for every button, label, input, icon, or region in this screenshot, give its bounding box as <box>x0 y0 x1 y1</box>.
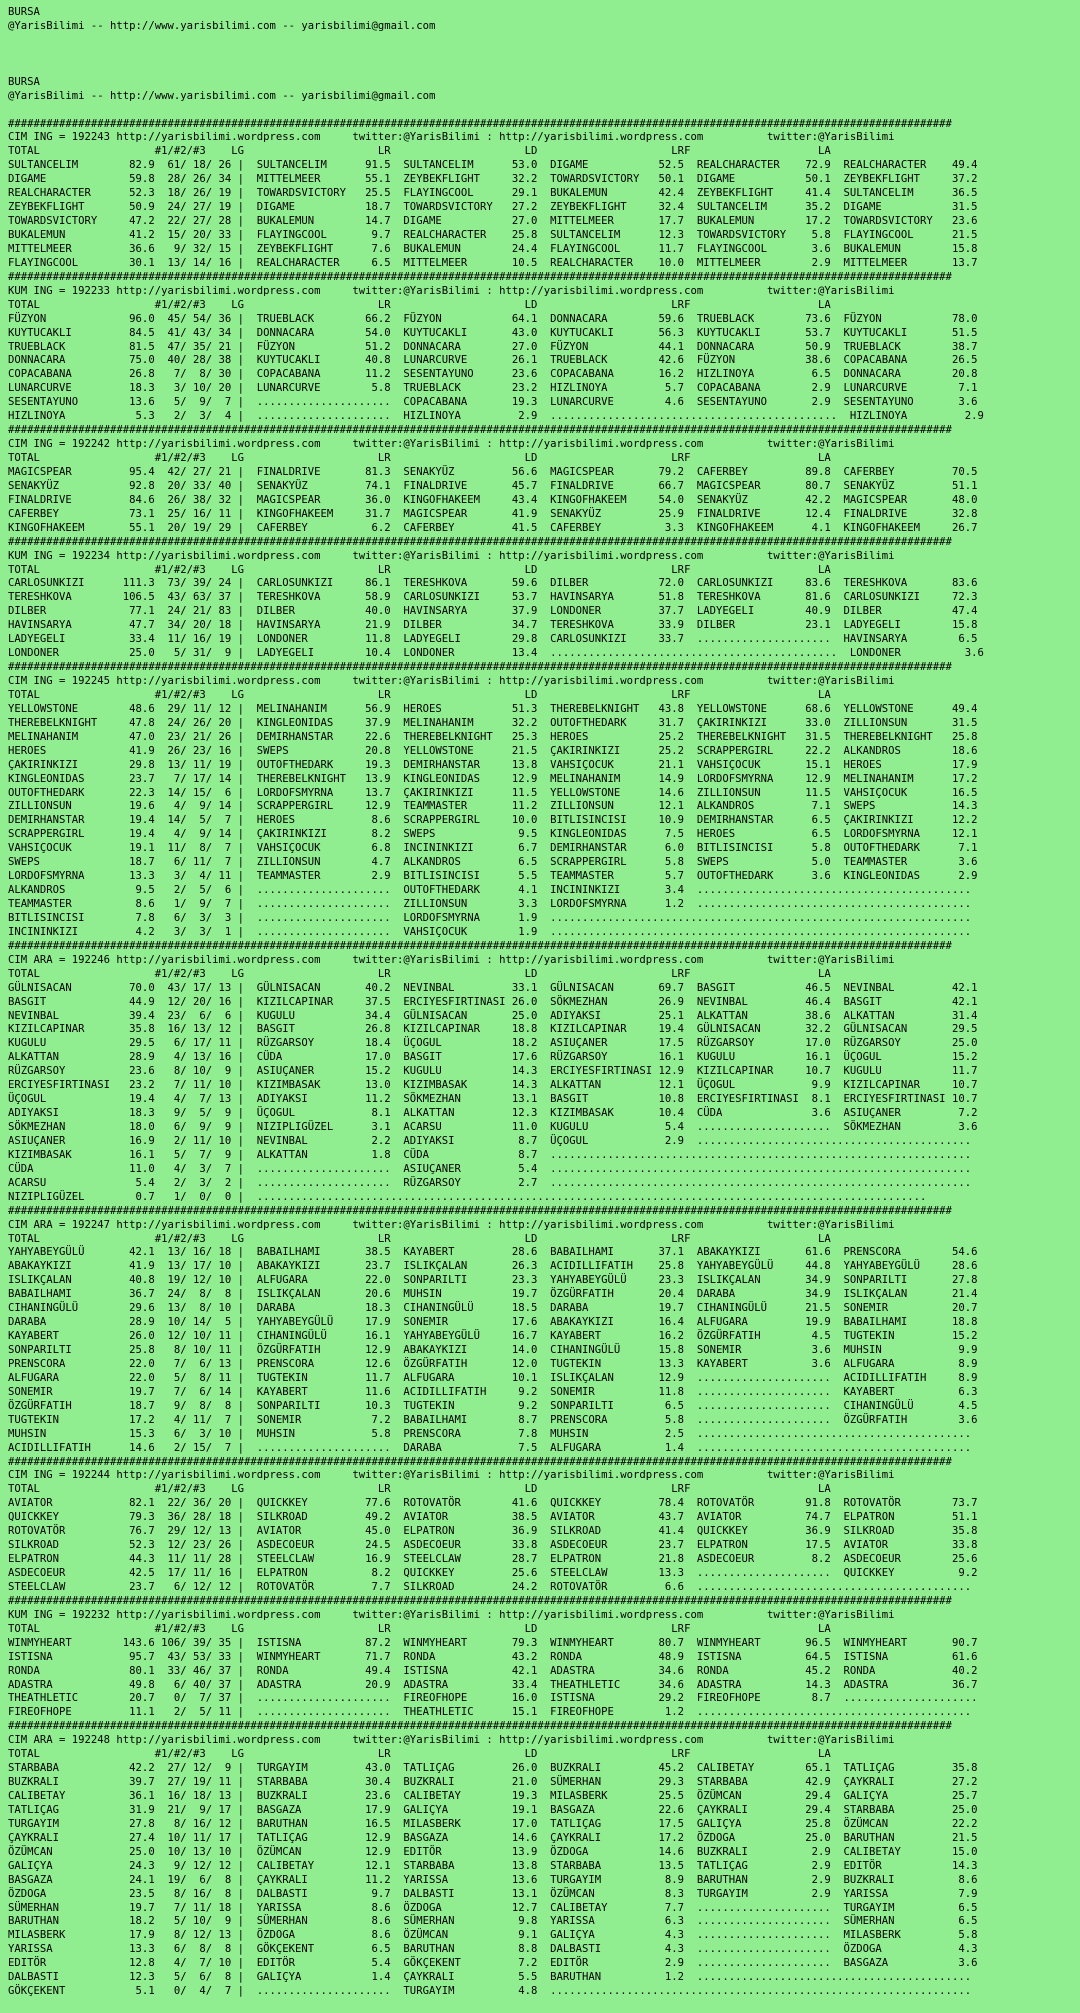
text-line: @YarisBilimi -- http://www.yarisbilimi.com -- yarisbilimi@gmail.com <box>8 19 436 32</box>
text-line: ÜÇOGUL 19.4 4/ 7/ 13 | ADIYAKSI 11.2 SÖKMEZHAN 13.1 BASGIT 10.8 ERCIYESFIRTINASI 8.1 ERCIYESFIRTINASI 10.7 <box>8 1093 978 1106</box>
text-line <box>8 48 1080 62</box>
text-line: BARUTHAN 18.2 5/ 10/ 9 | SÜMERHAN 8.6 SÜMERHAN 9.8 YARISSA 6.3 ..................... SÜMERHAN 6.5 <box>8 1915 978 1928</box>
text-line: ASDECOEUR 42.5 17/ 11/ 16 | ELPATRON 8.2 QUICKKEY 25.6 STEELCLAW 13.3 ..................... QUICKKEY 9.2 <box>8 1567 978 1579</box>
text-line: SCRAPPERGIRL 19.4 4/ 9/ 14 | ÇAKIRINKIZI 8.2 SWEPS 9.5 KINGLEONIDAS 7.5 HEROES 6.5 LORDOFSMYRNA 12.1 <box>8 828 978 841</box>
separator-line: #################################################################################################################################################### <box>8 1720 952 1733</box>
text-line: MITTELMEER 36.6 9/ 32/ 15 | ZEYBEKFLIGHT 7.6 BUKALEMUN 24.4 FLAYINGCOOL 11.7 FLAYINGCOOL 3.6 BUKALEMUN 15.8 <box>8 242 978 255</box>
text-line: KAYABERT 26.0 12/ 10/ 11 | CIHANINGÜLÜ 16.1 YAHYABEYGÜLÜ 16.7 KAYABERT 16.2 ÖZGÜRFATIH 4.5 TUGTEKIN 15.2 <box>8 1330 978 1343</box>
text-line: MELINAHANIM 47.0 23/ 21/ 26 | DEMIRHANSTAR 22.6 THEREBELKNIGHT 25.3 HEROES 25.2 THEREBELKNIGHT 31.5 THEREBELKNIGHT 25.8 <box>8 730 978 743</box>
text-line: OUTOFTHEDARK 22.3 14/ 15/ 6 | LORDOFSMYRNA 13.7 ÇAKIRINKIZI 11.5 YELLOWSTONE 14.6 ZILLIONSUN 11.5 VAHSIÇOCUK 16.5 <box>8 786 978 799</box>
separator-line: #################################################################################################################################################### <box>8 535 952 548</box>
race-header-line: KUM ING = 192232 http://yarisbilimi.wordpress.com twitter:@YarisBilimi : http://yarisbilimi.wordpress.com twitter:@YarisBilimi <box>8 1608 895 1621</box>
text-line: ELPATRON 44.3 11/ 11/ 28 | STEELCLAW 16.9 STEELCLAW 28.7 ELPATRON 21.8 ASDECOEUR 8.2 ASDECOEUR 25.6 <box>8 1553 978 1566</box>
text-line: ERCIYESFIRTINASI 23.2 7/ 11/ 10 | KIZIMBASAK 13.0 KIZIMBASAK 14.3 ALKATTAN 12.1 ÜÇOGUL 9.9 KIZILCAPINAR 10.7 <box>8 1079 978 1092</box>
text-line: ZILLIONSUN 19.6 4/ 9/ 14 | SCRAPPERGIRL 12.9 TEAMMASTER 11.2 ZILLIONSUN 12.1 ALKANDROS 7.1 SWEPS 14.3 <box>8 800 978 813</box>
text-line: TOWARDSVICTORY 47.2 22/ 27/ 28 | BUKALEMUN 14.7 DIGAME 27.0 MITTELMEER 17.7 BUKALEMUN 17.2 TOWARDSVICTORY 23.6 <box>8 215 978 228</box>
text-line: HEROES 41.9 26/ 23/ 16 | SWEPS 20.8 YELLOWSTONE 21.5 ÇAKIRINKIZI 25.2 SCRAPPERGIRL 22.2 ALKANDROS 18.6 <box>8 744 978 757</box>
text-line: FÜZYON 96.0 45/ 54/ 36 | TRUEBLACK 66.2 FÜZYON 64.1 DONNACARA 59.6 TRUEBLACK 73.6 FÜZYON 78.0 <box>8 312 978 325</box>
separator-line: #################################################################################################################################################### <box>8 661 952 674</box>
text-line: GALIÇYA 24.3 9/ 12/ 12 | CALIBETAY 12.1 STARBABA 13.8 STARBABA 13.5 TATLIÇAG 2.9 EDITÖR 14.3 <box>8 1859 978 1872</box>
text-line: YAHYABEYGÜLÜ 42.1 13/ 16/ 18 | BABAILHAMI 38.5 KAYABERT 28.6 BABAILHAMI 37.1 ABAKAYKIZI 61.6 PRENSCORA 54.6 <box>8 1246 978 1259</box>
text-line: BURSA <box>8 75 40 88</box>
text-line: TURGAYIM 27.8 8/ 16/ 12 | BARUTHAN 16.5 MILASBERK 17.0 TATLIÇAG 17.5 GALIÇYA 25.8 ÖZÜMCAN 22.2 <box>8 1817 978 1830</box>
text-line: ROTOVATÖR 76.7 29/ 12/ 13 | AVIATOR 45.0 ELPATRON 36.9 SILKROAD 41.4 QUICKKEY 36.9 SILKROAD 35.8 <box>8 1525 978 1538</box>
separator-line: #################################################################################################################################################### <box>8 1594 952 1607</box>
text-line <box>8 104 1080 118</box>
text-line: TUGTEKIN 17.2 4/ 11/ 7 | SONEMIR 7.2 BABAILHAMI 8.7 PRENSCORA 5.8 ..................... ÖZGÜRFATIH 3.6 <box>8 1413 978 1426</box>
text-line: KIZILCAPINAR 35.8 16/ 13/ 12 | BASGIT 26.8 KIZILCAPINAR 18.8 KIZILCAPINAR 19.4 GÜLNISACAN 32.2 GÜLNISACAN 29.5 <box>8 1023 978 1036</box>
race-header-line: CIM ARA = 192248 http://yarisbilimi.wordpress.com twitter:@YarisBilimi : http://yarisbilimi.wordpress.com twitter:@YarisBilimi <box>8 1734 895 1747</box>
text-line: SULTANCELIM 82.9 61/ 18/ 26 | SULTANCELIM 91.5 SULTANCELIM 53.0 DIGAME 52.5 REALCHARACTER 72.9 REALCHARACTER 49.4 <box>8 159 978 172</box>
column-header-line: TOTAL #1/#2/#3 LG LR LD LRF LA <box>8 563 831 576</box>
text-line: TERESHKOVA 106.5 43/ 63/ 37 | TERESHKOVA 58.9 CARLOSUNKIZI 53.7 HAVINSARYA 51.8 TERESHKOVA 81.6 CARLOSUNKIZI 72.3 <box>8 591 978 604</box>
text-line: KINGLEONIDAS 23.7 7/ 17/ 14 | THEREBELKNIGHT 13.9 KINGLEONIDAS 12.9 MELINAHANIM 14.9 LORDOFSMYRNA 12.9 MELINAHANIM 17.2 <box>8 772 978 785</box>
text-line: FINALDRIVE 84.6 26/ 38/ 32 | MAGICSPEAR 36.0 KINGOFHAKEEM 43.4 KINGOFHAKEEM 54.0 SENAKYÜZ 42.2 MAGICSPEAR 48.0 <box>8 493 978 506</box>
race-header-line: CIM ING = 192242 http://yarisbilimi.wordpress.com twitter:@YarisBilimi : http://yarisbilimi.wordpress.com twitter:@YarisBilimi <box>8 438 895 451</box>
separator-line: #################################################################################################################################################### <box>8 424 952 437</box>
text-line: DEMIRHANSTAR 19.4 14/ 5/ 7 | HEROES 8.6 SCRAPPERGIRL 10.0 BITLISINCISI 10.9 DEMIRHANSTAR 6.5 ÇAKIRINKIZI 12.2 <box>8 814 978 827</box>
text-line: AVIATOR 82.1 22/ 36/ 20 | QUICKKEY 77.6 ROTOVATÖR 41.6 QUICKKEY 78.4 ROTOVATÖR 91.8 ROTOVATÖR 73.7 <box>8 1497 978 1510</box>
text-line: DILBER 77.1 24/ 21/ 83 | DILBER 40.0 HAVINSARYA 37.9 LONDONER 37.7 LADYEGELI 40.9 DILBER 47.4 <box>8 605 978 618</box>
text-line: LORDOFSMYRNA 13.3 3/ 4/ 11 | TEAMMASTER 2.9 BITLISINCISI 5.5 TEAMMASTER 5.7 OUTOFTHEDARK 3.6 KINGLEONIDAS 2.9 <box>8 870 978 883</box>
text-line: CARLOSUNKIZI 111.3 73/ 39/ 24 | CARLOSUNKIZI 86.1 TERESHKOVA 59.6 DILBER 72.0 CARLOSUNKIZI 83.6 TERESHKOVA 83.6 <box>8 577 978 590</box>
text-line: GÖKÇEKENT 5.1 0/ 4/ 7 | ..................... TURGAYIM 4.8 .................................................................. <box>8 1985 972 1998</box>
text-line: ALKATTAN 28.9 4/ 13/ 16 | CÜDA 17.0 BASGIT 17.6 RÜZGARSOY 16.1 KUGULU 16.1 ÜÇOGUL 15.2 <box>8 1051 978 1064</box>
text-line: CIHANINGÜLÜ 29.6 13/ 8/ 10 | DARABA 18.3 CIHANINGÜLÜ 18.5 DARABA 19.7 CIHANINGÜLÜ 21.5 SONEMIR 20.7 <box>8 1302 978 1315</box>
text-line: KUGULU 29.5 6/ 17/ 11 | RÜZGARSOY 18.4 ÜÇOGUL 18.2 ASIUÇANER 17.5 RÜZGARSOY 17.0 RÜZGARSOY 25.0 <box>8 1037 978 1050</box>
text-line: DARABA 28.9 10/ 14/ 5 | YAHYABEYGÜLÜ 17.9 SONEMIR 17.6 ABAKAYKIZI 16.4 ALFUGARA 19.9 BABAILHAMI 18.8 <box>8 1316 978 1329</box>
text-line: SÜMERHAN 19.7 7/ 11/ 18 | YARISSA 8.6 ÖZDOGA 12.7 CALIBETAY 7.7 ..................... TURGAYIM 6.5 <box>8 1901 978 1914</box>
column-header-line: TOTAL #1/#2/#3 LG LR LD LRF LA <box>8 298 831 311</box>
text-line: YELLOWSTONE 48.6 29/ 11/ 12 | MELINAHANIM 56.9 HEROES 51.3 THEREBELKNIGHT 43.8 YELLOWSTONE 68.6 YELLOWSTONE 49.4 <box>8 702 978 715</box>
race-header-line: CIM ING = 192244 http://yarisbilimi.wordpress.com twitter:@YarisBilimi : http://yarisbilimi.wordpress.com twitter:@YarisBilimi <box>8 1469 895 1482</box>
text-line: BUKALEMUN 41.2 15/ 20/ 33 | FLAYINGCOOL 9.7 REALCHARACTER 25.8 SULTANCELIM 12.3 TOWARDSVICTORY 5.8 FLAYINGCOOL 21.5 <box>8 229 978 241</box>
text-line: INCININKIZI 4.2 3/ 3/ 1 | ..................... VAHSIÇOCUK 1.9 .................................................................. <box>8 925 972 938</box>
text-line: BURSA <box>8 6 40 18</box>
column-header-line: TOTAL #1/#2/#3 LG LR LD LRF LA <box>8 1748 831 1761</box>
race-header-line: CIM ARA = 192246 http://yarisbilimi.wordpress.com twitter:@YarisBilimi : http://yarisbilimi.wordpress.com twitter:@YarisBilimi <box>8 953 895 966</box>
text-line: ZEYBEKFLIGHT 50.9 24/ 27/ 19 | DIGAME 18.7 TOWARDSVICTORY 27.2 ZEYBEKFLIGHT 32.4 SULTANCELIM 35.2 DIGAME 31.5 <box>8 201 978 214</box>
separator-line: #################################################################################################################################################### <box>8 1204 952 1217</box>
text-line: WINMYHEART 143.6 106/ 39/ 35 | ISTISNA 87.2 WINMYHEART 79.3 WINMYHEART 80.7 WINMYHEART 96.5 WINMYHEART 90.7 <box>8 1636 978 1649</box>
text-line: SENAKYÜZ 92.8 20/ 33/ 40 | SENAKYÜZ 74.1 FINALDRIVE 45.7 FINALDRIVE 66.7 MAGICSPEAR 80.7 SENAKYÜZ 51.1 <box>8 479 978 492</box>
text-line: REALCHARACTER 52.3 18/ 26/ 19 | TOWARDSVICTORY 25.5 FLAYINGCOOL 29.1 BUKALEMUN 42.4 ZEYBEKFLIGHT 41.4 SULTANCELIM 36.5 <box>8 187 978 200</box>
separator-line: #################################################################################################################################################### <box>8 117 952 130</box>
text-line: TATLIÇAG 31.9 21/ 9/ 17 | BASGAZA 17.9 GALIÇYA 19.1 BASGAZA 22.6 ÇAYKRALI 29.4 STARBABA 25.0 <box>8 1803 978 1816</box>
text-line: ÖZÜMCAN 25.0 10/ 13/ 10 | ÖZÜMCAN 12.9 EDITÖR 13.9 ÖZDOGA 14.6 BUZKRALI 2.9 CALIBETAY 15.0 <box>8 1845 978 1858</box>
race-header-line: KUM ING = 192233 http://yarisbilimi.wordpress.com twitter:@YarisBilimi : http://yarisbilimi.wordpress.com twitter:@YarisBilimi <box>8 284 895 297</box>
text-line: FIREOFHOPE 11.1 2/ 5/ 11 | ..................... THEATHLETIC 15.1 FIREOFHOPE 1.2 ........................................... <box>8 1706 972 1719</box>
separator-line: #################################################################################################################################################### <box>8 1455 952 1468</box>
text-line: FLAYINGCOOL 30.1 13/ 14/ 16 | REALCHARACTER 6.5 MITTELMEER 10.5 REALCHARACTER 10.0 MITTELMEER 2.9 MITTELMEER 13.7 <box>8 256 978 269</box>
text-line: COPACABANA 26.8 7/ 8/ 30 | COPACABANA 11.2 SESENTAYUNO 23.6 COPACABANA 16.2 HIZLINOYA 6.5 DONNACARA 20.8 <box>8 368 978 381</box>
text-line <box>8 34 1080 48</box>
text-line: ABAKAYKIZI 41.9 13/ 17/ 10 | ABAKAYKIZI 23.7 ISLIKÇALAN 26.3 ACIDILLIFATIH 25.8 YAHYABEYGÜLÜ 44.8 YAHYABEYGÜLÜ 28.6 <box>8 1260 978 1273</box>
text-line: CAFERBEY 73.1 25/ 16/ 11 | KINGOFHAKEEM 31.7 MAGICSPEAR 41.9 SENAKYÜZ 25.9 FINALDRIVE 12.4 FINALDRIVE 32.8 <box>8 507 978 520</box>
text-line: TRUEBLACK 81.5 47/ 35/ 21 | FÜZYON 51.2 DONNACARA 27.0 FÜZYON 44.1 DONNACARA 50.9 TRUEBLACK 38.7 <box>8 340 978 353</box>
text-line: CÜDA 11.0 4/ 3/ 7 | ..................... ASIUÇANER 5.4 .................................................................. <box>8 1162 972 1175</box>
text-line: MILASBERK 17.9 8/ 12/ 13 | ÖZDOGA 8.6 ÖZÜMCAN 9.1 GALIÇYA 4.3 ..................... MILASBERK 5.8 <box>8 1929 978 1942</box>
text-line: BUZKRALI 39.7 27/ 19/ 11 | STARBABA 30.4 BUZKRALI 21.0 SÜMERHAN 29.3 STARBABA 42.9 ÇAYKRALI 27.2 <box>8 1776 978 1789</box>
text-line: DONNACARA 75.0 40/ 28/ 38 | KUYTUCAKLI 40.8 LUNARCURVE 26.1 TRUEBLACK 42.6 FÜZYON 38.6 COPACABANA 26.5 <box>8 354 978 367</box>
text-line <box>8 62 1080 76</box>
text-line: ASIUÇANER 16.9 2/ 11/ 10 | NEVINBAL 2.2 ADIYAKSI 8.7 ÜÇOGUL 2.9 ........................................... <box>8 1134 972 1147</box>
text-line: HAVINSARYA 47.7 34/ 20/ 18 | HAVINSARYA 21.9 DILBER 34.7 TERESHKOVA 33.9 DILBER 23.1 LADYEGELI 15.8 <box>8 619 978 632</box>
text-line: SESENTAYUNO 13.6 5/ 9/ 7 | ..................... COPACABANA 19.3 LUNARCURVE 4.6 SESENTAYUNO 2.9 SESENTAYUNO 3.6 <box>8 396 978 409</box>
text-line: NEVINBAL 39.4 23/ 6/ 6 | KUGULU 34.4 GÜLNISACAN 25.0 ADIYAKSI 25.1 ALKATTAN 38.6 ALKATTAN 31.4 <box>8 1009 978 1022</box>
text-line: RONDA 80.1 33/ 46/ 37 | RONDA 49.4 ISTISNA 42.1 ADASTRA 34.6 RONDA 45.2 RONDA 40.2 <box>8 1664 978 1677</box>
text-line: MUHSIN 15.3 6/ 3/ 10 | MUHSIN 5.8 PRENSCORA 7.8 MUHSIN 2.5 ........................................... <box>8 1427 972 1440</box>
text-line: DIGAME 59.8 28/ 26/ 34 | MITTELMEER 55.1 ZEYBEKFLIGHT 32.2 TOWARDSVICTORY 50.1 DIGAME 50.1 ZEYBEKFLIGHT 37.2 <box>8 173 978 186</box>
text-line: ACIDILLIFATIH 14.6 2/ 15/ 7 | ..................... DARABA 7.5 ALFUGARA 1.4 ........................................... <box>8 1441 972 1454</box>
text-line: SONEMIR 19.7 7/ 6/ 14 | KAYABERT 11.6 ACIDILLIFATIH 9.2 SONEMIR 11.8 ..................... KAYABERT 6.3 <box>8 1385 978 1398</box>
race-header-line: CIM ING = 192245 http://yarisbilimi.wordpress.com twitter:@YarisBilimi : http://yarisbilimi.wordpress.com twitter:@YarisBilimi <box>8 675 895 687</box>
text-line: EDITÖR 12.8 4/ 7/ 10 | EDITÖR 5.4 GÖKÇEKENT 7.2 EDITÖR 2.9 ..................... BASGAZA 3.6 <box>8 1957 978 1970</box>
column-header-line: TOTAL #1/#2/#3 LG LR LD LRF LA <box>8 1622 831 1635</box>
text-line: ÇAYKRALI 27.4 10/ 11/ 17 | TATLIÇAG 12.9 BASGAZA 14.6 ÇAYKRALI 17.2 ÖZDOGA 25.0 BARUTHAN 21.5 <box>8 1831 978 1844</box>
text-line: KIZIMBASAK 16.1 5/ 7/ 9 | ALKATTAN 1.8 CÜDA 8.7 .................................................................. <box>8 1148 972 1161</box>
text-line: BASGAZA 24.1 19/ 6/ 8 | ÇAYKRALI 11.2 YARISSA 13.6 TURGAYIM 8.9 BARUTHAN 2.9 BUZKRALI 8.6 <box>8 1873 978 1886</box>
column-header-line: TOTAL #1/#2/#3 LG LR LD LRF LA <box>8 967 831 980</box>
race-header-line: CIM ING = 192243 http://yarisbilimi.wordpress.com twitter:@YarisBilimi : http://yarisbilimi.wordpress.com twitter:@YarisBilimi <box>8 131 895 144</box>
race-header-line: CIM ARA = 192247 http://yarisbilimi.wordpress.com twitter:@YarisBilimi : http://yarisbilimi.wordpress.com twitter:@YarisBilimi <box>8 1218 895 1231</box>
text-line: GÜLNISACAN 70.0 43/ 17/ 13 | GÜLNISACAN 40.2 NEVINBAL 33.1 GÜLNISACAN 69.7 BASGIT 46.5 NEVINBAL 42.1 <box>8 981 978 994</box>
text-line: ÖZDOGA 23.5 8/ 16/ 8 | DALBASTI 9.7 DALBASTI 13.1 ÖZÜMCAN 8.3 TURGAYIM 2.9 YARISSA 7.9 <box>8 1887 978 1900</box>
text-line: KUYTUCAKLI 84.5 41/ 43/ 34 | DONNACARA 54.0 KUYTUCAKLI 43.0 KUYTUCAKLI 56.3 KUYTUCAKLI 53.7 KUYTUCAKLI 51.5 <box>8 326 978 339</box>
race-header-line: KUM ING = 192234 http://yarisbilimi.wordpress.com twitter:@YarisBilimi : http://yarisbilimi.wordpress.com twitter:@YarisBilimi <box>8 549 895 562</box>
text-line: QUICKKEY 79.3 36/ 28/ 18 | SILKROAD 49.2 AVIATOR 38.5 AVIATOR 43.7 AVIATOR 74.7 ELPATRON 51.1 <box>8 1511 978 1524</box>
text-line: LONDONER 25.0 5/ 31/ 9 | LADYEGELI 10.4 LONDONER 13.4 ............................................. LONDONER 3.6 <box>8 647 984 660</box>
text-line: SWEPS 18.7 6/ 11/ 7 | ZILLIONSUN 4.7 ALKANDROS 6.5 SCRAPPERGIRL 5.8 SWEPS 5.0 TEAMMASTER 3.6 <box>8 856 978 869</box>
column-header-line: TOTAL #1/#2/#3 LG LR LD LRF LA <box>8 1483 831 1496</box>
text-line: BASGIT 44.9 12/ 20/ 16 | KIZILCAPINAR 37.5 ERCIYESFIRTINASI 26.0 SÖKMEZHAN 26.9 NEVINBAL 46.4 BASGIT 42.1 <box>8 995 978 1008</box>
text-line: SONPARILTI 25.8 8/ 10/ 11 | ÖZGÜRFATIH 12.9 ABAKAYKIZI 14.0 CIHANINGÜLÜ 15.8 SONEMIR 3.6 MUHSIN 9.9 <box>8 1344 978 1356</box>
text-line: THEREBELKNIGHT 47.8 24/ 26/ 20 | KINGLEONIDAS 37.9 MELINAHANIM 32.2 OUTOFTHEDARK 31.7 ÇAKIRINKIZI 33.0 ZILLIONSUN 31.5 <box>8 716 978 729</box>
text-line: LUNARCURVE 18.3 3/ 10/ 20 | LUNARCURVE 5.8 TRUEBLACK 23.2 HIZLINOYA 5.7 COPACABANA 2.9 LUNARCURVE 7.1 <box>8 382 978 395</box>
column-header-line: TOTAL #1/#2/#3 LG LR LD LRF LA <box>8 145 831 158</box>
text-line: ISTISNA 95.7 43/ 53/ 33 | WINMYHEART 71.7 RONDA 43.2 RONDA 48.9 ISTISNA 64.5 ISTISNA 61.6 <box>8 1650 978 1663</box>
text-line: NIZIPLIGÜZEL 0.7 1/ 0/ 0 | ......................................................................................................... <box>8 1190 927 1203</box>
text-line: KINGOFHAKEEM 55.1 20/ 19/ 29 | CAFERBEY 6.2 CAFERBEY 41.5 CAFERBEY 3.3 KINGOFHAKEEM 4.1 KINGOFHAKEEM 26.7 <box>8 521 978 534</box>
text-line: ALKANDROS 9.5 2/ 5/ 6 | ..................... OUTOFTHEDARK 4.1 INCININKIZI 3.4 ........................................... <box>8 884 972 897</box>
text-line: STEELCLAW 23.7 6/ 12/ 12 | ROTOVATÖR 7.7 SILKROAD 24.2 ROTOVATÖR 6.6 ........................................... <box>8 1580 972 1593</box>
text-line: STARBABA 42.2 27/ 12/ 9 | TURGAYIM 43.0 TATLIÇAG 26.0 BUZKRALI 45.2 CALIBETAY 65.1 TATLIÇAG 35.8 <box>8 1762 978 1775</box>
column-header-line: TOTAL #1/#2/#3 LG LR LD LRF LA <box>8 452 831 464</box>
text-line: SÖKMEZHAN 18.0 6/ 9/ 9 | NIZIPLIGÜZEL 3.1 ACARSU 11.0 KUGULU 5.4 ..................... SÖKMEZHAN 3.6 <box>8 1121 978 1133</box>
text-line: MAGICSPEAR 95.4 42/ 27/ 21 | FINALDRIVE 81.3 SENAKYÜZ 56.6 MAGICSPEAR 79.2 CAFERBEY 89.8 CAFERBEY 70.5 <box>8 465 978 478</box>
text-line: TEAMMASTER 8.6 1/ 9/ 7 | ..................... ZILLIONSUN 3.3 LORDOFSMYRNA 1.2 ........................................... <box>8 898 972 910</box>
text-line: RÜZGARSOY 23.6 8/ 10/ 9 | ASIUÇANER 15.2 KUGULU 14.3 ERCIYESFIRTINASI 12.9 KIZILCAPINAR 10.7 KUGULU 11.7 <box>8 1065 978 1078</box>
text-line: THEATHLETIC 20.7 0/ 7/ 37 | ..................... FIREOFHOPE 16.0 ISTISNA 29.2 FIREOFHOPE 8.7 ..................... <box>8 1692 978 1705</box>
separator-line: #################################################################################################################################################### <box>8 270 952 283</box>
column-header-line: TOTAL #1/#2/#3 LG LR LD LRF LA <box>8 688 831 701</box>
text-line: HIZLINOYA 5.3 2/ 3/ 4 | ..................... HIZLINOYA 2.9 ............................................. HIZLINOYA 2.9 <box>8 410 984 423</box>
text-line: ISLIKÇALAN 40.8 19/ 12/ 10 | ALFUGARA 22.0 SONPARILTI 23.3 YAHYABEYGÜLÜ 23.3 ISLIKÇALAN 34.9 SONPARILTI 27.8 <box>8 1274 978 1287</box>
text-line: BABAILHAMI 36.7 24/ 8/ 8 | ISLIKÇALAN 20.6 MUHSIN 19.7 ÖZGÜRFATIH 20.4 DARABA 34.9 ISLIKÇALAN 21.4 <box>8 1288 978 1301</box>
text-line: ADASTRA 49.8 6/ 40/ 37 | ADASTRA 20.9 ADASTRA 33.4 THEATHLETIC 34.6 ADASTRA 14.3 ADASTRA 36.7 <box>8 1678 978 1691</box>
text-line: VAHSIÇOCUK 19.1 11/ 8/ 7 | VAHSIÇOCUK 6.8 INCININKIZI 6.7 DEMIRHANSTAR 6.0 BITLISINCISI 5.8 OUTOFTHEDARK 7.1 <box>8 842 978 855</box>
text-line: YARISSA 13.3 6/ 8/ 8 | GÖKÇEKENT 6.5 BARUTHAN 8.8 DALBASTI 4.3 ..................... ÖZDOGA 4.3 <box>8 1943 978 1956</box>
text-line: ADIYAKSI 18.3 9/ 5/ 9 | ÜÇOGUL 8.1 ALKATTAN 12.3 KIZIMBASAK 10.4 CÜDA 3.6 ASIUÇANER 7.2 <box>8 1107 978 1120</box>
text-line: ACARSU 5.4 2/ 3/ 2 | ..................... RÜZGARSOY 2.7 .................................................................. <box>8 1176 972 1189</box>
text-line: CALIBETAY 36.1 16/ 18/ 13 | BUZKRALI 23.6 CALIBETAY 19.3 MILASBERK 25.5 ÖZÜMCAN 29.4 GALIÇYA 25.7 <box>8 1790 978 1802</box>
text-line: ÇAKIRINKIZI 29.8 13/ 11/ 19 | OUTOFTHEDARK 19.3 DEMIRHANSTAR 13.8 VAHSIÇOCUK 21.1 VAHSIÇOCUK 15.1 HEROES 17.9 <box>8 758 978 771</box>
text-line: PRENSCORA 22.0 7/ 6/ 13 | PRENSCORA 12.6 ÖZGÜRFATIH 12.0 TUGTEKIN 13.3 KAYABERT 3.6 ALFUGARA 8.9 <box>8 1357 978 1370</box>
separator-line: #################################################################################################################################################### <box>8 939 952 952</box>
text-line: ALFUGARA 22.0 5/ 8/ 11 | TUGTEKIN 11.7 ALFUGARA 10.1 ISLIKÇALAN 12.9 ..................... ACIDILLIFATIH 8.9 <box>8 1371 978 1384</box>
text-line: DALBASTI 12.3 5/ 6/ 8 | GALIÇYA 1.4 ÇAYKRALI 5.5 BARUTHAN 1.2 ........................................... <box>8 1971 972 1984</box>
text-line: @YarisBilimi -- http://www.yarisbilimi.com -- yarisbilimi@gmail.com <box>8 89 436 102</box>
text-line: BITLISINCISI 7.8 6/ 3/ 3 | ..................... LORDOFSMYRNA 1.9 .................................................................. <box>8 911 972 924</box>
text-line: LADYEGELI 33.4 11/ 16/ 19 | LONDONER 11.8 LADYEGELI 29.8 CARLOSUNKIZI 33.7 ..................... HAVINSARYA 6.5 <box>8 633 978 646</box>
text-line: SILKROAD 52.3 12/ 23/ 26 | ASDECOEUR 24.5 ASDECOEUR 33.8 ASDECOEUR 23.7 ELPATRON 17.5 AVIATOR 33.8 <box>8 1539 978 1552</box>
text-line: ÖZGÜRFATIH 18.7 9/ 8/ 8 | SONPARILTI 10.3 TUGTEKIN 9.2 SONPARILTI 6.5 ..................... CIHANINGÜLÜ 4.5 <box>8 1399 978 1412</box>
column-header-line: TOTAL #1/#2/#3 LG LR LD LRF LA <box>8 1232 831 1245</box>
